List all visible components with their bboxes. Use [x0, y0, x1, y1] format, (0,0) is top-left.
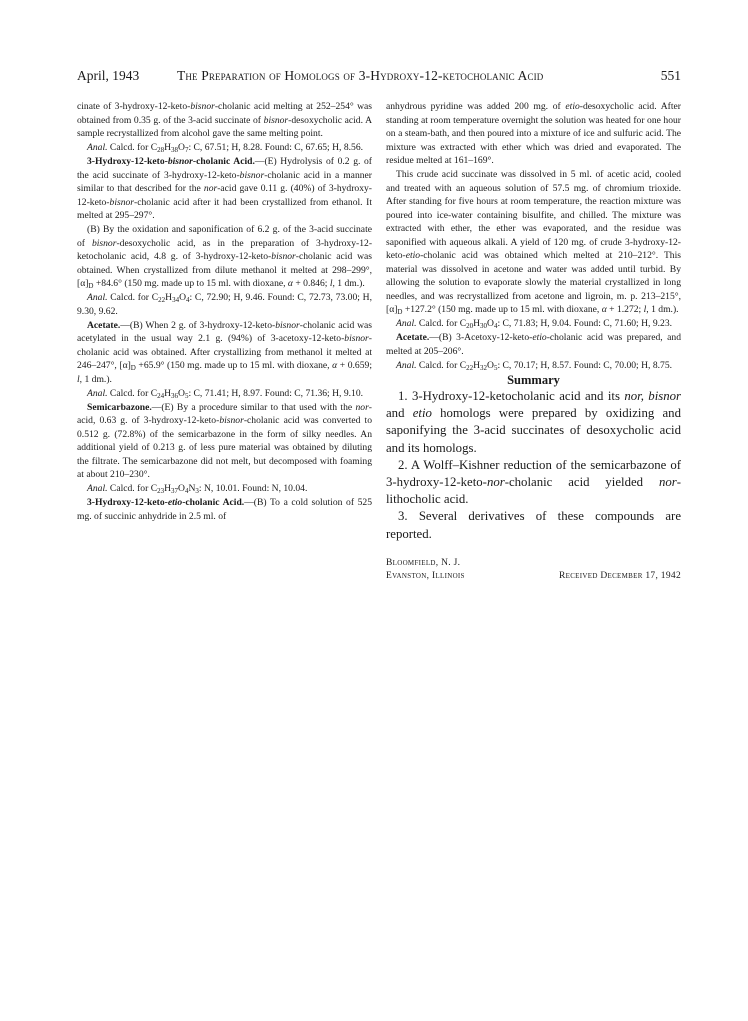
- analysis-paragraph: Anal. Calcd. for $C_{22}H_{32}O_5$: C, 70.17; H, 8.57. Found: C, 70.00; H, 8.75.: [396, 359, 673, 372]
- analysis-paragraph: Anal. Calcd. for $C_{24}H_{36}O_5$: C, 71.41; H, 8.97. Found: C, 71.36; H, 9.10.: [87, 387, 364, 400]
- paragraph-bisnor-succinate-continued: cinate of 3-hydroxy-12-keto-bisnor-cholanic acid melting at 252–254° was obtained from 0.35 g. of the 3-acid succinate of bisnor-desoxycholic acid. A sample recrystallized from alcohol gave the same melting point.: [77, 101, 373, 139]
- analysis-paragraph: Anal. Calcd. for $C_{23}H_{37}O_4N_3$: N, 10.01. Found: N, 10.04.: [87, 483, 308, 495]
- summary-item-2: 2. A Wolff–Kishner reduction of the semicarbazone of 3-hydroxy-12-keto-nor-cholanic acid yielded nor-lithocholic acid.: [386, 457, 681, 507]
- section-etio-acetate: Acetate.—(B) 3-Acetoxy-12-keto-etio-cholanic acid was prepared, and melted at 205–206°.: [386, 332, 681, 357]
- page-number: 551: [660, 68, 681, 83]
- analysis-paragraph: Anal. Calcd. for $C_{22}H_{34}O_4$: C, 72.90; H, 9.46. Found: C, 72.73, 73.00; H, 9.30, 9.62.: [77, 292, 372, 317]
- analysis-paragraph: Anal. Calcd. for $C_{20}H_{30}O_4$: C, 71.83; H, 9.04. Found: C, 71.60; H, 9.23.: [396, 318, 673, 330]
- affiliation-line-1: Bloomfield, N. J.: [386, 557, 461, 568]
- section-bisnor-cholanic-acid: 3-Hydroxy-12-keto-bisnor-cholanic Acid.—(E) Hydrolysis of 0.2 g. of the acid succinate of 3-hydroxy-12-keto-bisnor-cholanic acid in a manner similar to that described for the nor-acid gave 0.11 g. (40%) of 3-hydroxy-12-keto-bisnor-cholanic acid after it had been crystallized from ethanol. It melted at 295–297°.: [77, 156, 372, 221]
- section-etio-cholanic-acid: 3-Hydroxy-12-keto-etio-cholanic Acid.—(B) To a cold solution of 525 mg. of succinic anhydride in 2.5 ml. of: [77, 497, 373, 522]
- section-acetate: Acetate.—(B) When 2 g. of 3-hydroxy-12-keto-bisnor-cholanic acid was acetylated in the usual way 2.1 g. (94%) of 3-acetoxy-12-keto-bisnor-cholanic acid was obtained. After crystallizing from methanol it melted at 246–247°, $[\alpha]_D +65.9^\circ$ (150 mg. made up to 15 ml. with dioxane, α + 0.659; l, 1 dm.).: [77, 319, 372, 385]
- running-head: [77, 66, 681, 86]
- right-column: [386, 100, 681, 583]
- author-affiliation: [386, 557, 681, 583]
- summary-section: [386, 372, 681, 543]
- paragraph-oxidation-saponification: (B) By the oxidation and saponification of 6.2 g. of the 3-acid succinate of bisnor-desoxycholic acid, as in the preparation of 3-hydroxy-12-ketocholanic acid, 4.8 g. of 3-hydroxy-12-keto-bisnor-cholanic acid was obtained. When crystallized from dilute methanol it melted at 298–299°, $[\alpha]_D +84.6^\circ$ (150 mg. made up to 15 ml. with dioxane, α + 0.846; l, 1 dm.).: [77, 224, 373, 290]
- left-column: [77, 100, 372, 523]
- summary-item-3: 3. Several derivatives of these compounds are reported.: [386, 509, 681, 541]
- analysis-paragraph: Anal. Calcd. for $C_{28}H_{38}O_7$: C, 67.51; H, 8.28. Found: C, 67.65; H, 8.56.: [87, 142, 364, 154]
- paragraph-etio-desoxycholic: anhydrous pyridine was added 200 mg. of etio-desoxycholic acid. After standing at room temperature overnight the solution was heated for one hour on a steam-bath, and then poured into a mixture of ice and sulfuric acid. The mixture was extracted with ether which was dried and evaporated. The residue melted at 161–169°.: [386, 101, 681, 166]
- affiliation-line-2: Evanston, Illinois: [386, 570, 465, 581]
- summary-item-1: 1. 3-Hydroxy-12-ketocholanic acid and its nor, bisnor and etio homologs were prepared by oxidizing and saponifying the 3-acid succinates of desoxycholic acid and its homologs.: [386, 389, 682, 455]
- issue-date: April, 1943: [77, 68, 140, 83]
- paragraph-crude-acid-succinate: This crude acid succinate was dissolved in 5 ml. of acetic acid, cooled and treated with an aqueous solution of 57.5 mg. of chromium trioxide. After standing for five hours at room temperature, the reaction mixture was poured into ice-water containing bisulfite, and chilled. The mixture was extracted with ether, the ether was evaporated, and the residue was saponified with aqueous alkali. A yield of 120 mg. of crude 3-hydroxy-12-keto-etio-cholanic acid was obtained which melted at 210–212°. This material was dissolved in acetone and water was added until turbid. By allowing the solution to evaporate slowly the material crystallized in long needles, and was recrystallized from acetone and ligroin, m. p. 213–215°, $[\alpha]_D +127.2^\circ$ (150 mg. made up to 15 ml. with dioxane, α + 1.272; l, 1 dm.).: [386, 169, 681, 316]
- received-date: Received December 17, 1942: [559, 570, 681, 581]
- running-title: The Preparation of Homologs of 3-Hydroxy-12-ketocholanic Acid: [177, 68, 544, 83]
- summary-heading: Summary: [507, 373, 560, 387]
- section-semicarbazone: Semicarbazone.—(E) By a procedure similar to that used with the nor-acid, 0.63 g. of 3-hydroxy-12-keto-bisnor-cholanic acid was converted to 0.512 g. (72.8%) of the semicarbazone in the form of silky needles. An additional yield of 0.213 g. of less pure material was obtained by diluting the filtrate. The semicarbazone did not melt, but decomposed with foaming at about 210–230°.: [77, 401, 372, 480]
